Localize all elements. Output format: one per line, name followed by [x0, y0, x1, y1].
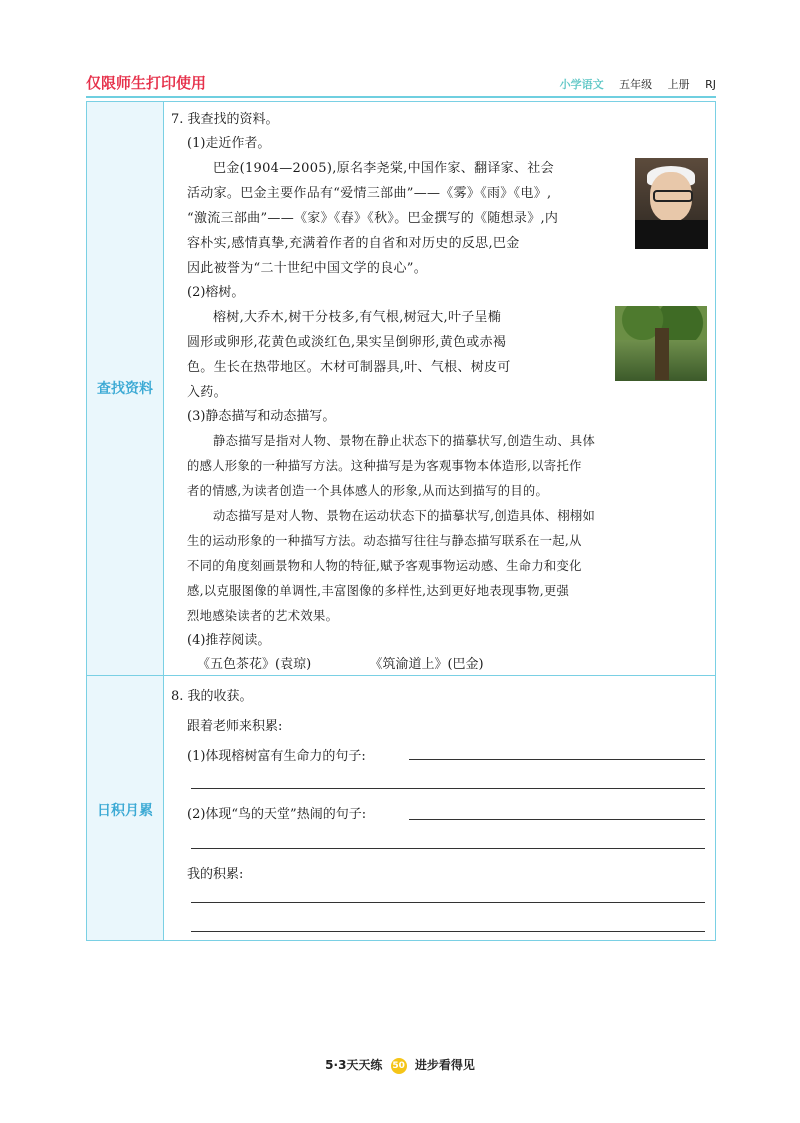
dynamic-line: 不同的角度刻画景物和人物的特征,赋予客观事物运动感、生命力和变化 [187, 559, 582, 573]
recommended-book: 《筑渝道上》(巴金) [369, 657, 484, 672]
dynamic-line: 动态描写是对人物、景物在运动状态下的描摹状写,创造具体、栩栩如 [213, 509, 596, 523]
author-line: 因此被誉为“二十世纪中国文学的良心”。 [187, 261, 427, 276]
question-8 [171, 684, 707, 888]
worksheet-table [86, 101, 716, 941]
static-line: 的感人形象的一种描写方法。这种描写是为客观事物本体造形,以寄托作 [187, 459, 582, 473]
banyan-paragraph [187, 305, 607, 405]
author-line: 容朴实,感情真挚,充满着作者的自省和对历史的反思,巴金 [187, 236, 520, 251]
page-number: 50 [391, 1058, 407, 1074]
subject-label: 小学语文 [559, 78, 604, 91]
volume-label: 上册 [667, 78, 690, 91]
ba-jin-portrait-image [635, 158, 708, 249]
description-paragraphs [187, 429, 707, 629]
print-restriction-notice: 仅限师生打印使用 [86, 74, 207, 92]
section-label-accumulate: 日积月累 [97, 803, 153, 819]
banyan-line: 色。生长在热带地区。木材可制器具,叶、气根、树皮可 [187, 360, 511, 375]
answer-line-1b[interactable] [191, 788, 705, 789]
answer-prompt-2: (2)体现“鸟的天堂”热闹的句子: [187, 807, 367, 822]
answer-line-2a[interactable] [409, 819, 705, 820]
reading-list [171, 653, 707, 677]
banyan-line: 榕树,大乔木,树干分枝多,有气根,树冠大,叶子呈椭 [213, 310, 502, 325]
question-7-title: 7. 我查找的资料。 [171, 112, 279, 127]
banyan-line: 入药。 [187, 385, 227, 400]
grade-label: 五年级 [619, 78, 653, 91]
answer-line-3a[interactable] [191, 902, 705, 903]
footer-brand-right: 进步看得见 [414, 1058, 475, 1072]
answer-line-2b[interactable] [191, 848, 705, 849]
answer-prompt-1: (1)体现榕树富有生命力的句子: [187, 749, 366, 764]
static-line: 静态描写是指对人物、景物在静止状态下的描摹状写,创造生动、具体 [213, 434, 596, 448]
author-line: “激流三部曲”——《家》《春》《秋》。巴金撰写的《随想录》,内 [187, 211, 559, 226]
my-accumulation-prompt: 我的积累: [187, 867, 244, 882]
page-footer [0, 1056, 800, 1074]
edition-label: RJ [705, 78, 716, 91]
description-heading: (3)静态描写和动态描写。 [187, 409, 336, 424]
author-paragraph [187, 156, 627, 281]
footer-brand-left: 5·3天天练 [325, 1058, 383, 1072]
banyan-tree-image [615, 306, 707, 381]
accumulate-intro: 跟着老师来积累: [187, 719, 283, 734]
reading-heading: (4)推荐阅读。 [187, 633, 271, 648]
banyan-line: 圆形或卵形,花黄色或淡红色,果实呈倒卵形,黄色或赤褐 [187, 335, 507, 350]
static-line: 者的情感,为读者创造一个具体感人的形象,从而达到描写的目的。 [187, 484, 549, 498]
dynamic-line: 感,以克服图像的单调性,丰富图像的多样性,达到更好地表现事物,更强 [187, 584, 570, 598]
dynamic-line: 烈地感染读者的艺术效果。 [187, 609, 339, 623]
book-meta [548, 76, 716, 92]
answer-line-3b[interactable] [191, 931, 705, 932]
question-8-title: 8. 我的收获。 [171, 689, 253, 704]
banyan-heading: (2)榕树。 [187, 285, 245, 300]
section-label-research: 查找资料 [97, 381, 153, 397]
author-line: 活动家。巴金主要作品有“爱情三部曲”——《雾》《雨》《电》, [187, 186, 552, 201]
recommended-book: 《五色茶花》(袁琼) [197, 657, 312, 672]
author-heading: (1)走近作者。 [187, 136, 271, 151]
answer-line-1a[interactable] [409, 759, 705, 760]
header-divider [86, 96, 716, 98]
author-line: 巴金(1904—2005),原名李尧棠,中国作家、翻译家、社会 [213, 161, 554, 176]
dynamic-line: 生的运动形象的一种描写方法。动态描写往往与静态描写联系在一起,从 [187, 534, 582, 548]
question-7 [171, 108, 707, 677]
